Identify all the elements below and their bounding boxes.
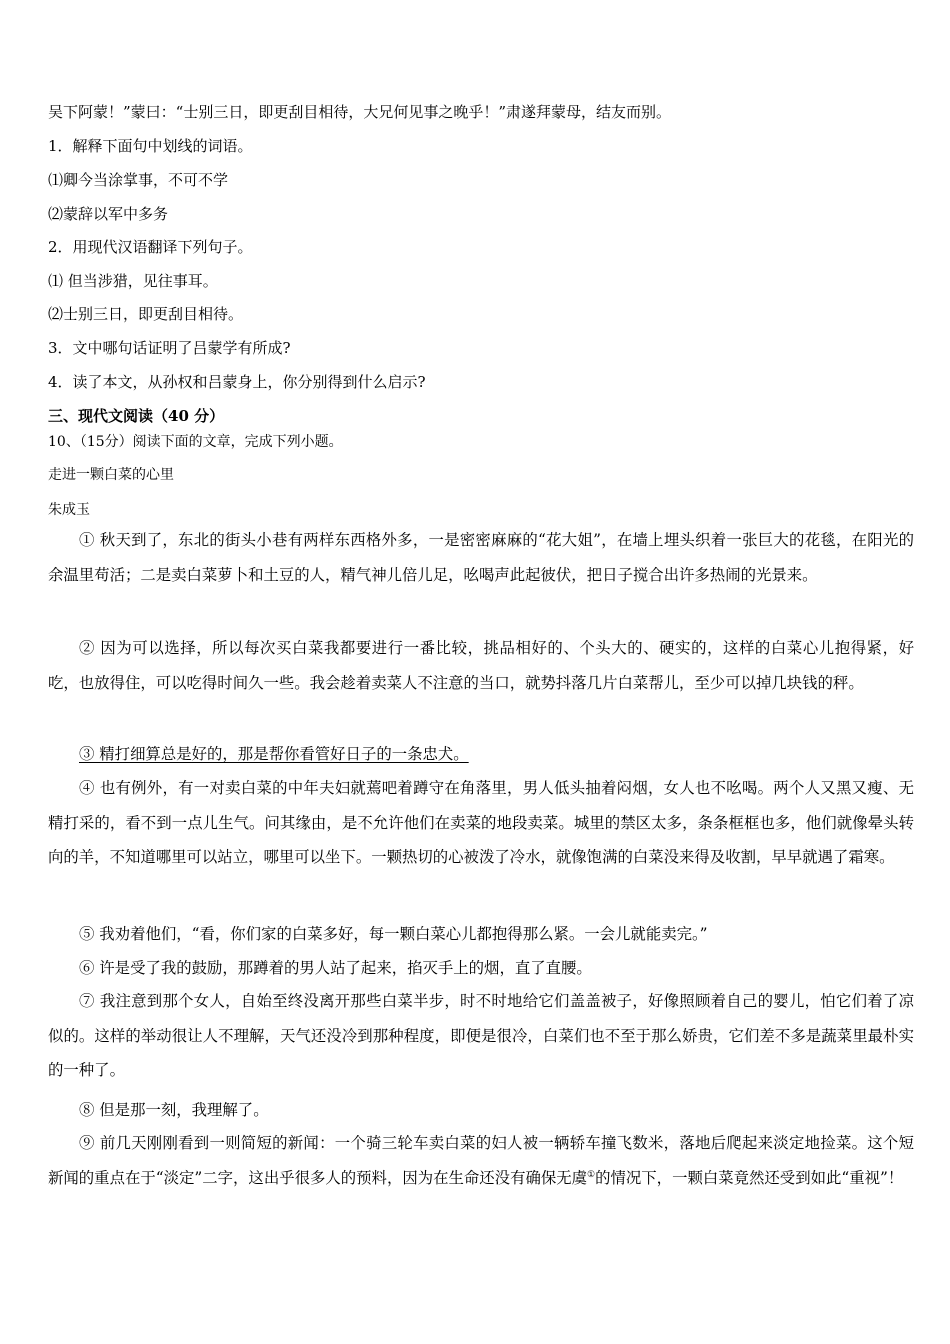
question-3: 3．文中哪句话证明了吕蒙学有所成? xyxy=(48,339,291,357)
paragraph-7: ⑦ 我注意到那个女人，自始至终没离开那些白菜半步，时不时地给它们盖盖被子，好像照顾着自己的婴儿，怕它们着了凉似的。这样的举动很让人不理解，天气还没冷到那种程度，即便是很冷，白菜们也不至于那么娇贵，它们差不多是蔬菜里最朴实的一种了。 xyxy=(48,992,914,1080)
section-heading: 三、现代文阅读（40 分） xyxy=(48,407,225,425)
intro-tail-line: 吴下阿蒙！”蒙曰：“士别三日，即更刮目相待，大兄何见事之晚乎！”肃遂拜蒙母，结友而别。 xyxy=(48,103,672,121)
article-title: 走进一颗白菜的心里 xyxy=(48,467,174,483)
question-4: 4．读了本文，从孙权和吕蒙身上，你分别得到什么启示? xyxy=(48,373,426,391)
footnote-marker: ① xyxy=(587,1169,596,1180)
question-2-item-2: ⑵士别三日，即更刮目相待。 xyxy=(48,305,244,323)
paragraph-1: ① 秋天到了，东北的街头小巷有两样东西格外多，一是密密麻麻的“花大姐”，在墙上埋头织着一张巨大的花毯，在阳光的余温里苟活；二是卖白菜萝卜和土豆的人，精气神儿倍儿足，吆喝声此起彼伏，把日子搅合出许多热闹的光景来。 xyxy=(48,531,914,584)
paragraph-9 xyxy=(48,1126,914,1195)
question-2: 2．用现代汉语翻译下列句子。 xyxy=(48,238,253,256)
paragraph-8: ⑧ 但是那一刻，我理解了。 xyxy=(79,1101,269,1119)
paragraph-2: ② 因为可以选择，所以每次买白菜我都要进行一番比较，挑品相好的、个头大的、硬实的，这样的白菜心儿抱得紧，好吃，也放得住，可以吃得时间久一些。我会趁着卖菜人不注意的当口，就势抖落几片白菜帮儿，至少可以掉几块钱的秤。 xyxy=(48,639,914,692)
paragraph-9-text-b: 的情况下，一颗白菜竟然还受到如此“重视”！ xyxy=(595,1168,904,1187)
question-1-item-1: ⑴卿今当涂掌事，不可不学 xyxy=(48,171,229,189)
question-2-item-1: ⑴ 但当涉猎，见往事耳。 xyxy=(48,272,218,290)
task-instruction: 10、（15分）阅读下面的文章，完成下列小题。 xyxy=(48,434,343,450)
paragraph-5: ⑤ 我劝着他们，“看，你们家的白菜多好，每一颗白菜心儿都抱得那么紧。一会儿就能卖完。” xyxy=(79,925,708,943)
underlined-sentence: ③ 精打细算总是好的，那是帮你看管好日子的一条忠犬。 xyxy=(79,745,469,763)
paragraph-3 xyxy=(48,737,914,772)
question-1: 1．解释下面句中划线的词语。 xyxy=(48,137,253,155)
paragraph-4: ④ 也有例外，有一对卖白菜的中年夫妇就蔫吧着蹲守在角落里，男人低头抽着闷烟，女人也不吆喝。两个人又黑又瘦、无精打采的，看不到一点儿生气。问其缘由，是不允许他们在卖菜的地段卖菜。城里的禁区太多，条条框框也多，他们就像晕头转向的羊，不知道哪里可以站立，哪里可以坐下。一颗热切的心被泼了冷水，就像饱满的白菜没来得及收割，早早就遇了霜寒。 xyxy=(48,779,914,867)
question-1-item-2: ⑵蒙辞以军中多务 xyxy=(48,205,169,223)
article-author: 朱成玉 xyxy=(48,502,90,518)
paragraph-6: ⑥ 许是受了我的鼓励，那蹲着的男人站了起来，掐灭手上的烟，直了直腰。 xyxy=(79,959,592,977)
paragraph-9-text-a: ⑨ 前几天刚刚看到一则简短的新闻：一个骑三轮车卖白菜的妇人被一辆轿车撞飞数米，落地后爬起来淡定地捡菜。这个短新闻的重点在于“淡定”二字，这出乎很多人的预料，因为在生命还没有确保无虞 xyxy=(48,1134,914,1187)
